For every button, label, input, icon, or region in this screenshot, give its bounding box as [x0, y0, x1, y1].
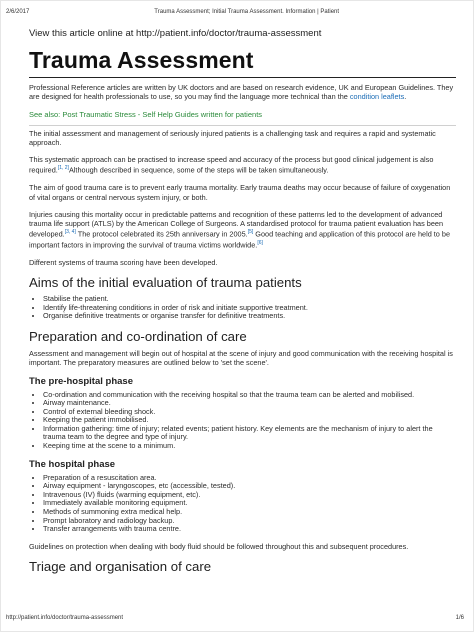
paragraph-4-b: The protocol celebrated its 25th anniversary in 2005.	[75, 229, 248, 239]
intro-text: Professional Reference articles are written by UK doctors and are based on research evidence, UK and European Guidelines. They are designed for health professionals to use, so you may find the language more technical than the	[29, 83, 454, 102]
view-online-line	[29, 28, 456, 39]
list-item: • Control of external bleeding shock.	[43, 408, 456, 417]
hospital-phase-heading: The hospital phase	[29, 458, 116, 470]
reference-link[interactable]: [1, 2]	[57, 165, 69, 172]
reference-link[interactable]: [6]	[257, 240, 263, 247]
list-item: • Methods of summoning extra medical help.	[43, 508, 456, 517]
aims-heading: Aims of the initial evaluation of trauma patients	[29, 275, 302, 291]
article-title: Trauma Assessment	[29, 47, 456, 78]
paragraph-1: The initial assessment and management of seriously injured patients is a challenging task and requires a rapid and systematic approach.	[29, 128, 436, 147]
list-item: • Identify life-threatening conditions in order of risk and initiate supportive treatment.	[43, 304, 456, 313]
paragraph-5: Different systems of trauma scoring have been developed.	[29, 257, 218, 267]
list-item: • Airway maintenance.	[43, 399, 456, 408]
list-item: • Co-ordination and communication with the receiving hospital so that the trauma team can be alerted and mobilised.	[43, 391, 456, 400]
paragraph-3: The aim of good trauma care is to prevent early trauma mortality. Early trauma deaths may occur because of failure of oxygenation of vital organs or central nervous system injury, or both.	[29, 183, 451, 202]
paragraph-4	[29, 210, 456, 250]
condition-leaflets-link[interactable]: condition leaflets	[349, 92, 405, 102]
divider	[29, 125, 456, 126]
guidelines-paragraph: Guidelines on protection when dealing with body fluid should be followed throughout this and subsequent procedures.	[29, 541, 409, 551]
list-item: • Keeping the patient immobilised.	[43, 416, 456, 425]
intro-end: .	[404, 92, 407, 102]
preparation-heading: Preparation and co-ordination of care	[29, 328, 247, 344]
list-item: • Information gathering: time of injury; related events; patient history. Key elements are the mechanism of injury to alert the trauma team to the degree and type of injury.	[43, 425, 456, 442]
see-also-prefix: See also:	[29, 109, 63, 119]
paragraph-2-end: Although described in sequence, some of the steps will be taken simultaneously.	[68, 165, 329, 175]
print-date: 2/6/2017	[6, 9, 30, 15]
print-footer	[6, 615, 464, 621]
paragraph-4-a: Injuries causing this mortality occur in predictable patterns and recognition of these patterns led to the development of advanced trauma life support (ATLS) by the American College of Surgeons. A standardised protocol for trauma patient evaluation has been developed.	[29, 209, 443, 239]
list-item: • Keeping time at the scene to a minimum.	[43, 442, 456, 451]
paragraph-2-text: This systematic approach can be practised to increase speed and accuracy of the process but good clinical judgement is also required.	[29, 155, 434, 175]
see-also-link[interactable]: Post Traumatic Stress - Self Help Guides written for patients	[62, 109, 263, 119]
preparation-paragraph: Assessment and management will begin out of hospital at the scene of injury and good communication with the receiving hospital is important. The preparatory measures are outlined below to 'set the scene'.	[29, 348, 453, 368]
article-content	[29, 26, 456, 579]
list-item: • Preparation of a resuscitation area.	[43, 474, 456, 483]
reference-link[interactable]: [3, 4]	[64, 229, 76, 236]
hospital-phase-list	[29, 474, 456, 534]
list-item: • Prompt laboratory and radiology backup.	[43, 517, 456, 526]
aims-list	[29, 295, 456, 321]
list-item: • Immediately available monitoring equipment.	[43, 499, 456, 508]
list-item: • Intravenous (IV) fluids (warming equipment, etc).	[43, 491, 456, 500]
print-header	[6, 9, 464, 15]
view-online-url[interactable]: http://patient.info/doctor/trauma-assessment	[136, 28, 322, 39]
triage-heading: Triage and organisation of care	[29, 559, 212, 575]
paragraph-2	[29, 155, 456, 175]
pre-hospital-heading: The pre-hospital phase	[29, 375, 133, 387]
list-item: • Organise definitive treatments or organise transfer for definitive treatments.	[43, 312, 456, 321]
see-also	[29, 110, 456, 119]
footer-url: http://patient.info/doctor/trauma-assessment	[6, 615, 124, 621]
print-title: Trauma Assessment; Initial Trauma Assessment. Information | Patient	[154, 9, 340, 15]
page-number: 1/6	[455, 615, 464, 621]
view-online-prefix: View this article online at	[29, 28, 137, 39]
list-item: • Transfer arrangements with trauma centre.	[43, 525, 456, 534]
list-item: • Airway equipment - laryngoscopes, etc (accessible, tested).	[43, 482, 456, 491]
pre-hospital-list	[29, 391, 456, 451]
intro-paragraph	[29, 83, 456, 102]
paragraph-4-c: Good teaching and application of this protocol are held to be important factors in improving the survival of trauma victims worldwide.	[29, 229, 451, 250]
reference-link[interactable]: [5]	[247, 229, 254, 236]
list-item: • Stabilise the patient.	[43, 295, 456, 304]
